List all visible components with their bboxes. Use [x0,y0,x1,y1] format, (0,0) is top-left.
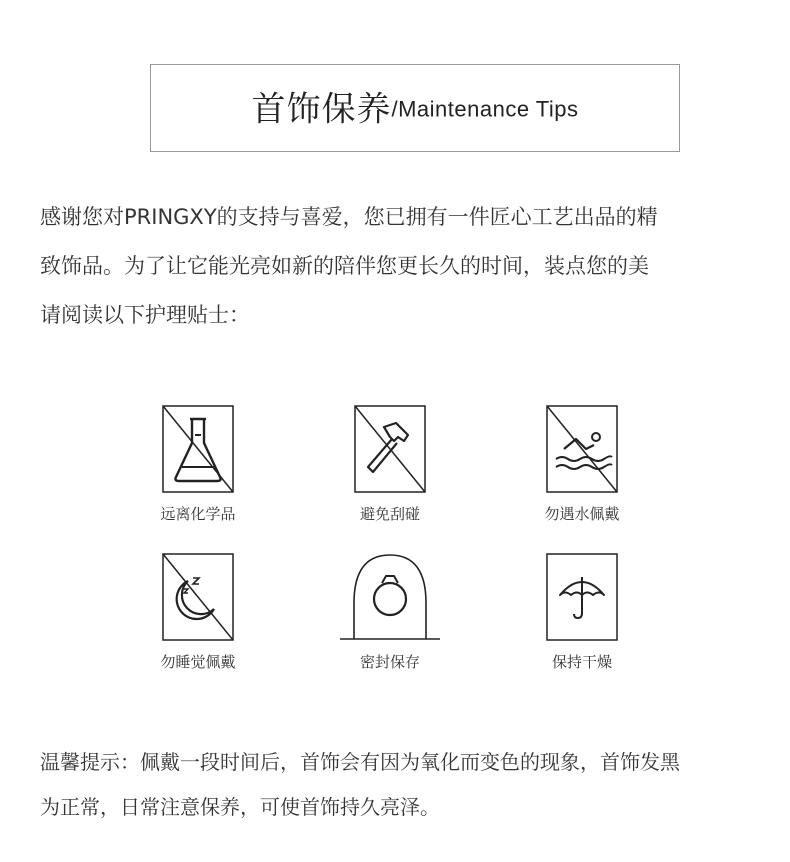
tip-paragraph [40,740,770,830]
tip-line: 温馨提示：佩戴一段时间后，首饰会有因为氧化而变色的现象，首饰发黑 [40,750,680,774]
intro-line: 请阅读以下护理贴士： [40,303,250,327]
care-item-sealed [310,553,470,672]
umbrella-icon [546,553,618,641]
care-item-water [502,405,662,524]
swimmer-crossed-icon [546,405,618,493]
care-item-chemicals [118,405,278,524]
care-label: 远离化学品 [160,505,236,523]
care-label: 保持干燥 [551,653,612,671]
care-item-dry [502,553,662,672]
care-label: 勿遇水佩戴 [544,505,620,523]
care-label: 避免刮碰 [359,505,420,523]
care-item-sleep [118,553,278,672]
moon-sleep-crossed-icon [162,553,234,641]
page-subtitle: /Maintenance Tips [391,96,579,122]
intro-paragraph [40,193,770,340]
title-box [150,64,680,152]
intro-line: 感谢您对PRINGXY的支持与喜爱，您已拥有一件匠心工艺出品的精 [40,205,658,229]
page-title: 首饰保养 [251,89,392,130]
care-item-scratch [310,405,470,524]
flask-crossed-icon [162,405,234,493]
care-label: 密封保存 [359,653,420,671]
care-label: 勿睡觉佩戴 [160,653,236,671]
hammer-crossed-icon [354,405,426,493]
tip-line: 为正常，日常注意保养，可使首饰持久亮泽。 [40,795,440,819]
ring-box-icon [340,553,440,641]
intro-line: 致饰品。为了让它能光亮如新的陪伴您更长久的时间，装点您的美 [40,254,649,278]
